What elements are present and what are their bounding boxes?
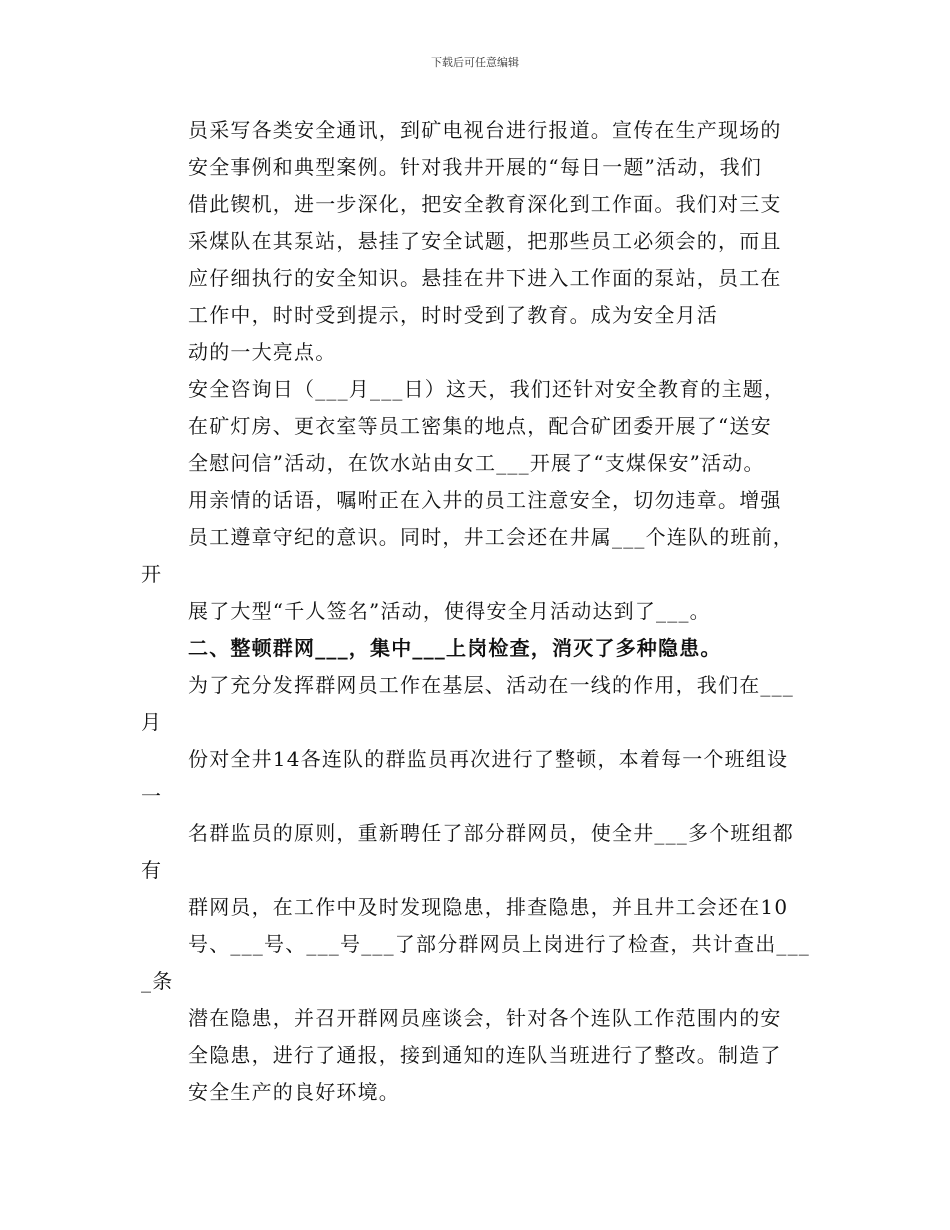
text-line: 一 xyxy=(141,784,163,808)
text-line: 群网员，在工作中及时发现隐患，排查隐患，并且井工会还在10 xyxy=(188,895,789,919)
text-line: 月 xyxy=(141,710,163,734)
text-line: 号、___号、___号___了部分群网员上岗进行了检查，共计查出___ xyxy=(188,932,810,956)
text-line: 在矿灯房、更衣室等员工密集的地点，配合矿团委开展了“送安 xyxy=(188,414,772,438)
text-line: 展了大型“千人签名”活动，使得安全月活动达到了___。 xyxy=(188,599,711,623)
text-line: 全慰问信”活动，在饮水站由女工___开展了“支煤保安”活动。 xyxy=(188,451,765,475)
text-line: 开 xyxy=(141,562,163,586)
text-line: 应仔细执行的安全知识。悬挂在井下进入工作面的泵站，员工在 xyxy=(188,266,782,290)
section-heading: 二、整顿群网___，集中___上岗检查，消灭了多种隐患。 xyxy=(188,636,722,660)
text-line: 安全事例和典型案例。针对我井开展的“每日一题”活动，我们 xyxy=(188,155,763,179)
text-line: _条 xyxy=(141,969,174,993)
text-line: 份对全井14各连队的群监员再次进行了整顿，本着每一个班组设 xyxy=(188,747,789,771)
text-line: 采煤队在其泵站，悬挂了安全试题，把那些员工必须会的，而且 xyxy=(188,229,782,253)
text-line: 潜在隐患，并召开群网员座谈会，针对各个连队工作范围内的安 xyxy=(188,1006,782,1030)
text-line: 员采写各类安全通讯，到矿电视台进行报道。宣传在生产现场的 xyxy=(188,118,782,142)
text-line: 安全咨询日（___月___日）这天，我们还针对安全教育的主题， xyxy=(188,377,786,401)
text-line: 全隐患，进行了通报，接到通知的连队当班进行了整改。制造了 xyxy=(188,1043,782,1067)
page-header: 下载后可任意编辑 xyxy=(431,56,519,69)
text-line: 安全生产的良好环境。 xyxy=(188,1080,400,1104)
text-line: 员工遵章守纪的意识。同时，井工会还在井属___个连队的班前， xyxy=(188,525,794,549)
text-line: 为了充分发挥群网员工作在基层、活动在一线的作用，我们在___ xyxy=(188,673,794,697)
text-line: 有 xyxy=(141,858,163,882)
text-line: 工作中，时时受到提示，时时受到了教育。成为安全月活 xyxy=(188,303,718,327)
text-line: 动的一大亮点。 xyxy=(188,340,337,364)
text-line: 借此锲机，进一步深化，把安全教育深化到工作面。我们对三支 xyxy=(188,192,782,216)
text-line: 用亲情的话语，嘱咐正在入井的员工注意安全，切勿违章。增强 xyxy=(188,488,782,512)
text-line: 名群监员的原则，重新聘任了部分群网员，使全井___多个班组都 xyxy=(188,821,794,845)
